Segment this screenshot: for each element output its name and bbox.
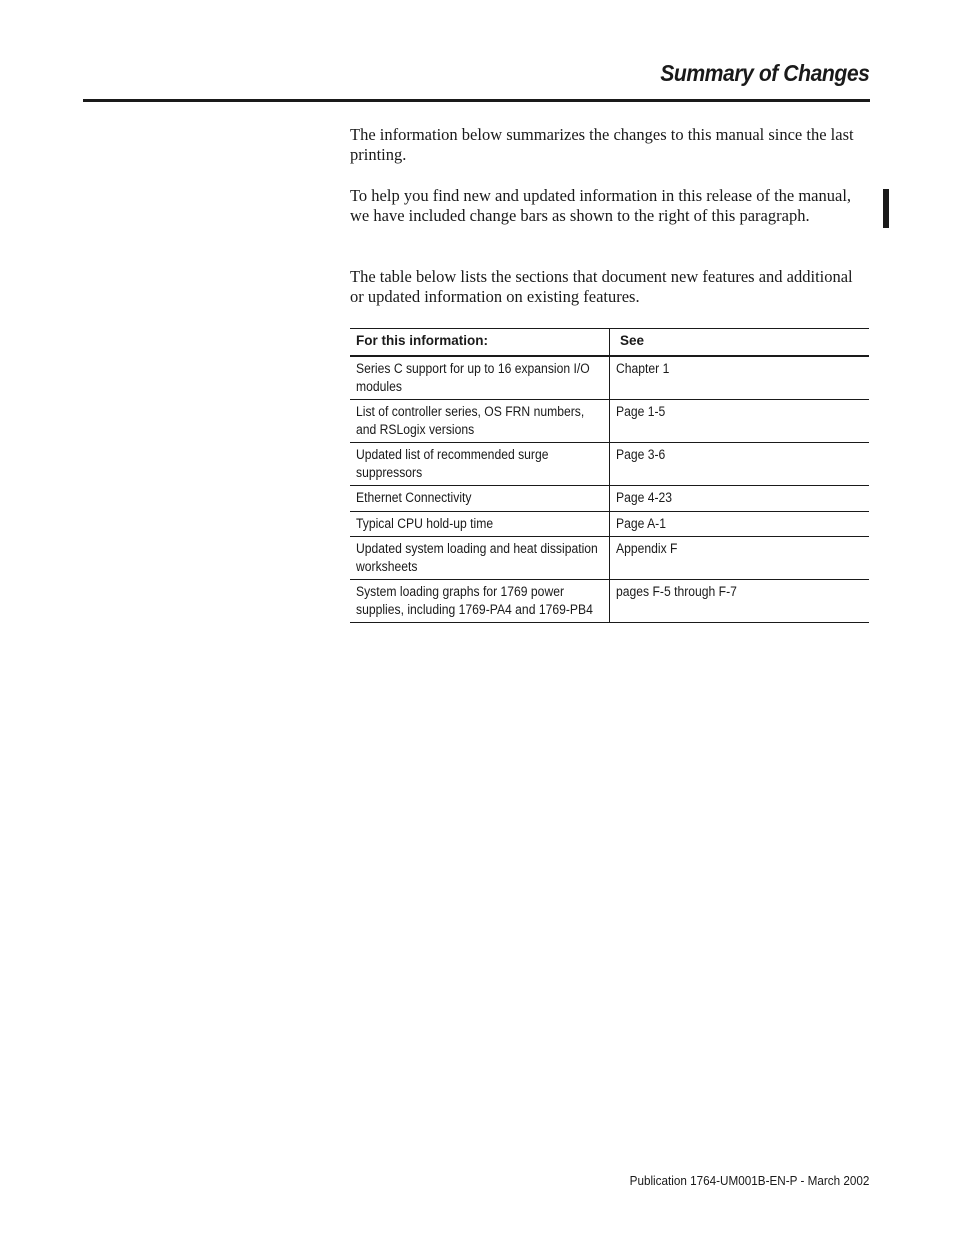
table-cell-see: Page 4-23 — [616, 490, 673, 505]
change-bar-paragraph: To help you find new and updated information in this release of the manual, we have included change bars as shown to the right of this paragraph. — [350, 186, 852, 226]
table-cell-see: Page A-1 — [616, 515, 666, 531]
table-cell-information: Typical CPU hold-up time — [356, 515, 494, 531]
title-rule — [83, 99, 870, 102]
page-title: Summary of Changes — [659, 60, 869, 86]
table-cell-information: Series C support for up to 16 expansion I/O modules — [356, 361, 590, 394]
table-row — [350, 356, 869, 400]
table-cell-see: Page 3-6 — [616, 447, 666, 462]
table-row — [350, 511, 869, 537]
column-header-information: For this information: — [350, 329, 610, 357]
change-bar — [883, 189, 889, 228]
table-cell-see: pages F-5 through F-7 — [616, 584, 737, 599]
intro-paragraph: The information below summarizes the changes to this manual since the last printing. — [350, 125, 854, 165]
table-intro-paragraph: The table below lists the sections that document new features and additional or updated information on existing features. — [350, 267, 853, 307]
table-row — [350, 400, 869, 443]
table-cell-see: Page 1-5 — [616, 404, 666, 419]
table-row — [350, 580, 869, 623]
publication-footer: Publication 1764-UM001B-EN-P - March 2002 — [629, 1173, 869, 1188]
table-row — [350, 537, 869, 580]
table-cell-see: Chapter 1 — [616, 361, 670, 376]
changes-table — [350, 328, 869, 623]
table-cell-see: Appendix F — [616, 541, 678, 556]
table-row — [350, 443, 869, 486]
table-cell-information: System loading graphs for 1769 power supplies, including 1769-PA4 and 1769-PB4 — [356, 584, 593, 617]
table-row — [350, 486, 869, 512]
table-cell-information: Updated list of recommended surge suppressors — [356, 447, 549, 480]
table-cell-information: Ethernet Connectivity — [356, 490, 472, 505]
table-header-row — [350, 329, 869, 357]
table-cell-information: List of controller series, OS FRN numbers, and RSLogix versions — [356, 404, 585, 437]
table-cell-information: Updated system loading and heat dissipation worksheets — [356, 541, 598, 574]
column-header-see: See — [610, 329, 870, 357]
